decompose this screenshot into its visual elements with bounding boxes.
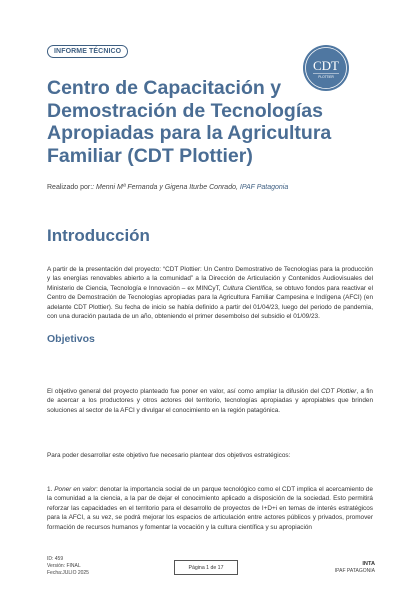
document-title: Centro de Capacitación y Demostración de Tecnologías Apropiadas para la Agricultura Familiar (CDT Plottier) xyxy=(47,77,332,167)
objetivos-paragraph-3: 1. Poner en valor: denotar la importancia social de un parque tecnológico como el CDT implica el acercamiento de la comunidad a la ciencia, a la par de dejar el conocimiento aplicado a disposición de la sociedad. Esto permitirá reforzar las capacidades en el territorio para el desarrollo de proyectos de I+D+i en temas de interés estratégicos para la AFCI, a su vez, se podrá mejorar los espacios de articulación entre actores públicos y privados, promover formación de recursos humanos y fomentar la vocación y la cultura científica y su apropiación xyxy=(47,486,373,531)
section-heading-objetivos: Objetivos xyxy=(47,333,95,345)
intro-paragraph: A partir de la presentación del proyecto: “CDT Plottier: Un Centro Demostrativo de Tecnologías para la producción y las energías renovables abierto a la comunidad” a la Dirección de Articulación y Contenidos Audiovisuales del Ministerio de Ciencia, Tecnología e Innovación – ex MINCyT, Cultura Científica, se obtuvo fondos para reactivar el Centro de Demostración de Tecnologías apropiadas para la Agricultura Familiar Campesina e Indígena (AFCI) (en adelante CDT Plottier). Su fecha de inicio se había definido a partir del 01/04/23, luego del periodo de pandemia, con una duración pautada de un año, obteniendo el primer desembolso del subsidio el 01/09/23. xyxy=(47,266,374,321)
logo-subtext: PLOTTIER xyxy=(318,75,334,79)
authors-line xyxy=(47,184,377,191)
section-heading-introduccion: Introducción xyxy=(47,226,150,245)
authors-label: Realizado por: xyxy=(47,184,93,191)
footer-version: Versión: FINAL xyxy=(47,563,81,570)
footer-inta: INTA xyxy=(362,561,375,567)
footer-fecha: Fecha:JULIO 2025 xyxy=(47,570,89,577)
footer-id: ID: 459 xyxy=(47,556,64,562)
page-number: Página 1 de 17 xyxy=(174,560,238,575)
footer-metadata xyxy=(47,556,89,578)
objetivos-paragraph-1: El objetivo general del proyecto planteado fue poner en valor, así como ampliar la difusión del CDT Plottier, a fin de acercar a los productores y otros actores del territorio, tecnologías apropiadas y apropiables que brinden soluciones al sector de la AFCI y divulgar el conocimiento en la región patagónica. xyxy=(47,388,373,414)
objetivos-paragraph-2: Para poder desarrollar este objetivo fue necesario plantear dos objetivos estratégicos: xyxy=(47,452,291,459)
logo-text: CDT xyxy=(313,58,339,73)
footer-ipaf: IPAF PATAGONIA xyxy=(334,568,375,574)
authors-org: IPAF Patagonia xyxy=(239,184,289,191)
authors-names: : Menni Mª Fernanda y Gigena Iturbe Conrado, xyxy=(92,184,238,191)
footer-institution xyxy=(335,561,375,575)
report-type-badge: INFORME TÉCNICO xyxy=(47,45,128,58)
